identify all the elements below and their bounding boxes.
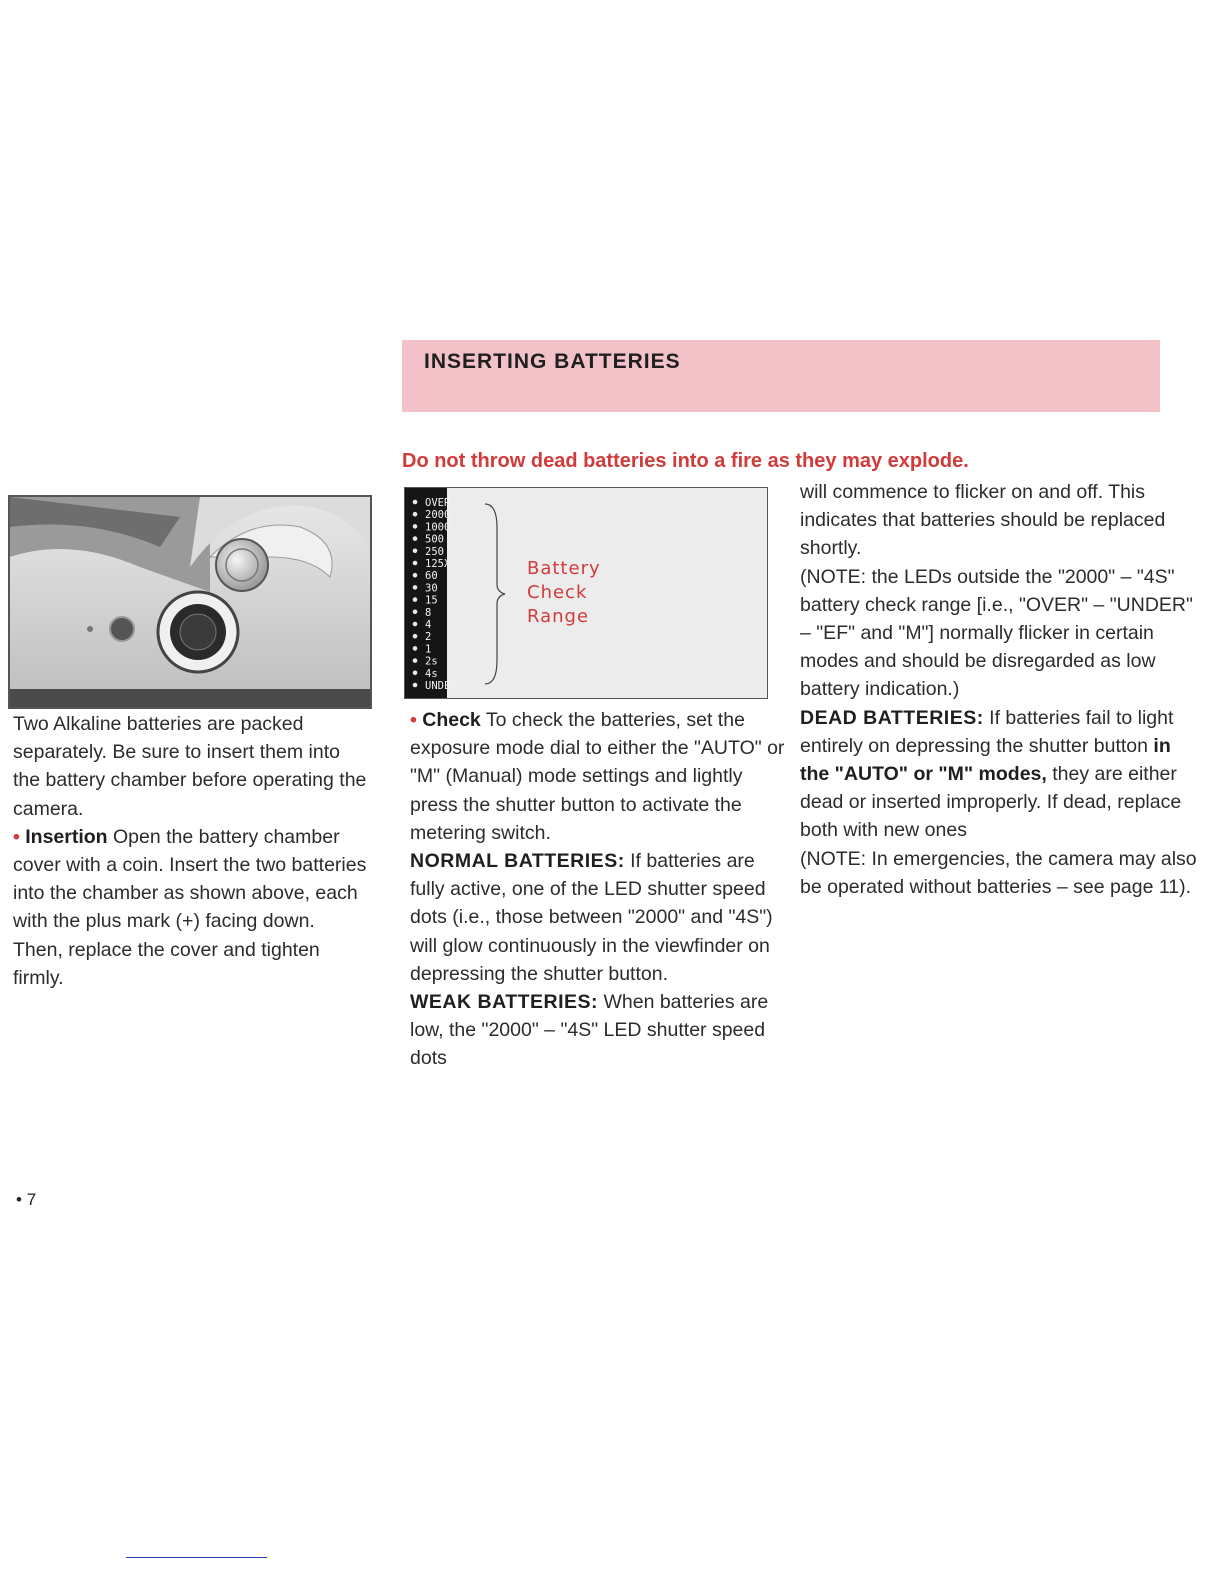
- column-left: [13, 710, 368, 992]
- led-dot: [413, 561, 418, 566]
- speed-label: 500: [425, 533, 444, 546]
- range-label-2: Check: [527, 582, 588, 603]
- led-dot: [413, 683, 418, 688]
- check-paragraph: [410, 706, 790, 847]
- range-label-3: Range: [527, 606, 590, 627]
- check-heading: Check: [422, 709, 481, 731]
- bullet-icon: •: [13, 825, 26, 848]
- speed-label: 30: [425, 582, 438, 595]
- speed-label: 2: [425, 631, 432, 644]
- bullet-icon: •: [410, 709, 423, 731]
- range-brace: [485, 504, 505, 684]
- normal-heading: NORMAL BATTERIES:: [410, 850, 625, 873]
- led-dot: [413, 597, 418, 602]
- normal-text: If batteries are fully active, one of the LED shutter speed dots (i.e., those between "2000" and "4S") will glow continuously in the viewfinder on depressing the shutter button.: [410, 850, 773, 985]
- dead-text-before: If batteries fail to light entirely on depressing the shutter button: [800, 706, 1174, 757]
- led-dot: [413, 549, 418, 554]
- led-dot: [413, 512, 418, 517]
- intro-paragraph: Two Alkaline batteries are packed separately. Be sure to insert them into the battery chamber before operating the camera.: [13, 713, 367, 820]
- weak-batteries-paragraph: [410, 988, 790, 1073]
- page-number: [16, 1190, 36, 1210]
- weak-text: When batteries are low, the "2000" – "4S" LED shutter speed dots: [410, 991, 769, 1070]
- speed-label: 2000: [425, 509, 451, 522]
- speed-label: 2s: [425, 655, 438, 668]
- battery-photo-illustration: [10, 497, 370, 707]
- fire-warning: Do not throw dead batteries into a fire as they may explode.: [402, 450, 969, 472]
- normal-batteries-paragraph: [410, 847, 790, 988]
- insertion-paragraph: [13, 823, 368, 992]
- speed-label: 60: [425, 570, 438, 583]
- section-header: [402, 340, 1160, 412]
- led-dot: [413, 671, 418, 676]
- led-dot: [413, 634, 418, 639]
- speed-label: 4: [425, 619, 432, 631]
- led-scale-svg: [405, 488, 767, 698]
- led-dot: [413, 524, 418, 529]
- insertion-heading: Insertion: [25, 825, 108, 848]
- page-number-value: 7: [26, 1190, 37, 1209]
- note-led-flicker: (NOTE: the LEDs outside the "2000" – "4S" battery check range [i.e., "OVER" – "UNDER" – "EF" and "M"] normally flicker in certain modes and should be disregarded as low battery indication.): [800, 565, 1193, 701]
- section-title: INSERTING BATTERIES: [424, 350, 681, 373]
- speed-label: 4s: [425, 667, 438, 680]
- column-middle: [410, 706, 790, 1073]
- led-dot: [413, 536, 418, 541]
- weak-heading: WEAK BATTERIES:: [410, 991, 599, 1014]
- column-right: [800, 478, 1200, 901]
- page-bullet: •: [16, 1190, 22, 1209]
- led-dot: [413, 658, 418, 663]
- battery-check-diagram: [404, 487, 768, 699]
- led-dot: [413, 610, 418, 615]
- speed-label: UNDER: [425, 680, 457, 692]
- led-dot: [413, 573, 418, 578]
- led-dot: [413, 585, 418, 590]
- speed-label: 1: [425, 643, 432, 656]
- insertion-text: Open the battery chamber cover with a coin. Insert the two batteries into the chamber as shown above, each with the plus mark (+) facing down. Then, replace the cover and tighten firmly.: [13, 825, 367, 989]
- dead-heading: DEAD BATTERIES:: [800, 706, 984, 729]
- battery-insertion-photo: [8, 495, 372, 709]
- led-dot: [413, 622, 418, 627]
- speed-label: 125X: [425, 558, 451, 570]
- led-dot: [413, 646, 418, 651]
- speed-label: OVER: [425, 497, 451, 509]
- weak-continued: will commence to flicker on and off. This indicates that batteries should be replaced shortly.: [800, 481, 1166, 560]
- dead-batteries-paragraph: [800, 704, 1200, 845]
- check-text: To check the batteries, set the exposure mode dial to either the "AUTO" or "M" (Manual) mode settings and lightly press the shutter button to activate the metering switch.: [410, 709, 785, 844]
- note-emergency: (NOTE: In emergencies, the camera may also be operated without batteries – see page 11).: [800, 847, 1197, 898]
- range-label-1: Battery: [527, 558, 601, 579]
- dead-text-after: they are either dead or inserted improperly. If dead, replace both with new ones: [800, 763, 1182, 842]
- speed-label: 250: [425, 545, 444, 558]
- dead-bold-text: in the "AUTO" or "M" modes,: [800, 734, 1171, 786]
- speed-label: 1000: [425, 521, 451, 534]
- led-dot: [413, 500, 418, 505]
- footer-rule: [126, 1557, 267, 1558]
- speed-label: 8: [425, 606, 432, 619]
- speed-label: 15: [425, 594, 438, 607]
